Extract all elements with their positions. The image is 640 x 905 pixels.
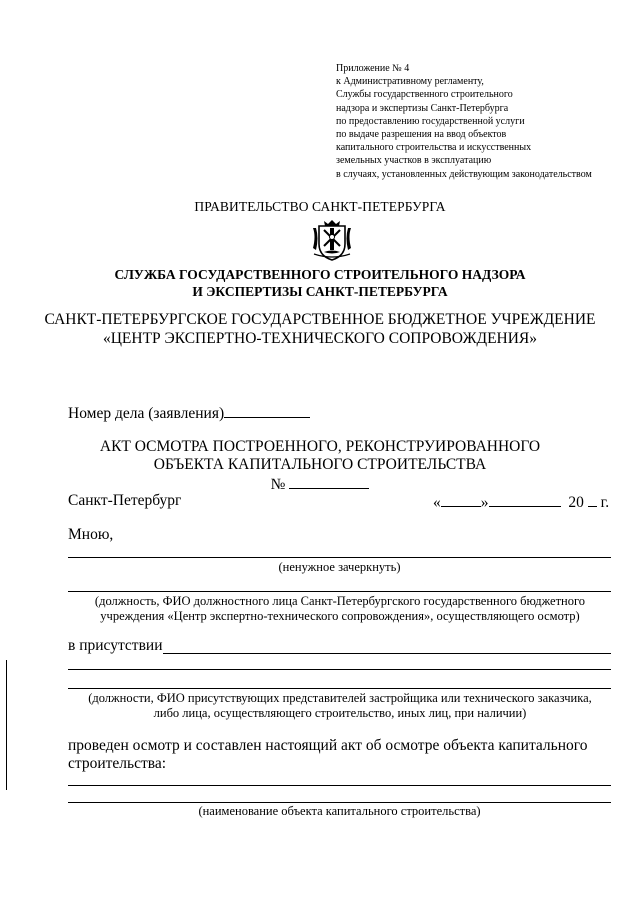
- appendix-line: Приложение № 4: [336, 63, 410, 74]
- appendix-line: по предоставлению государственной услуги: [336, 115, 525, 127]
- official-line[interactable]: [68, 591, 611, 592]
- date-year-field[interactable]: [588, 492, 597, 507]
- appendix-note: [336, 62, 626, 181]
- institution-title-line: САНКТ-ПЕТЕРБУРГСКОЕ ГОСУДАРСТВЕННОЕ БЮДЖЕТНОЕ УЧРЕЖДЕНИЕ: [44, 311, 596, 328]
- appendix-line: в случаях, установленных действующим законодательством: [336, 168, 592, 180]
- object-line[interactable]: [68, 785, 611, 786]
- date-year-prefix: 20: [568, 494, 584, 511]
- appendix-line: надзора и экспертизы Санкт-Петербурга: [336, 102, 509, 114]
- strike-note: (ненужное зачеркнуть): [278, 560, 401, 574]
- object-caption: (наименование объекта капитального строительства): [198, 804, 481, 818]
- presence-caption: [55, 691, 625, 721]
- appendix-line: Службы государственного строительного: [336, 89, 513, 101]
- act-title-line: АКТ ОСМОТРА ПОСТРОЕННОГО, РЕКОНСТРУИРОВАННОГО: [99, 438, 541, 455]
- institution-title: [0, 310, 640, 348]
- conducted-text: проведен осмотр и составлен настоящий акт об осмотре объекта капитального строительства:: [68, 737, 588, 772]
- case-number-field[interactable]: [224, 403, 310, 418]
- date-close-quote: »: [480, 494, 489, 511]
- object-line[interactable]: [68, 802, 611, 803]
- coat-of-arms-icon: [310, 218, 354, 262]
- presence-line[interactable]: [68, 688, 611, 689]
- presence-line[interactable]: [68, 669, 611, 670]
- appendix-line: к Административному регламенту,: [336, 76, 484, 88]
- presence-caption-line: либо лица, осуществляющего строительство, иных лиц, при наличии): [153, 706, 527, 720]
- official-caption: [55, 594, 625, 624]
- date-row: [433, 492, 609, 512]
- presence-caption-line: (должности, ФИО присутствующих представителей застройщика или технического заказчика,: [88, 691, 592, 705]
- official-caption-line: (должность, ФИО должностного лица Санкт-Петербургского государственного бюджетного: [94, 594, 586, 608]
- date-year-suffix: г.: [600, 494, 610, 511]
- official-caption-line: учреждения «Центр экспертно-технического сопровождения», осуществляющего осмотр): [100, 609, 580, 623]
- service-title: [0, 266, 640, 300]
- service-title-line: СЛУЖБА ГОСУДАРСТВЕННОГО СТРОИТЕЛЬНОГО НАДЗОРА: [114, 267, 526, 282]
- date-day-field[interactable]: [441, 492, 481, 507]
- appendix-line: земельных участков в эксплуатацию: [336, 155, 492, 167]
- government-title: ПРАВИТЕЛЬСТВО САНКТ-ПЕТЕРБУРГА: [194, 199, 446, 214]
- date-month-field[interactable]: [489, 492, 561, 507]
- institution-title-line: «ЦЕНТР ЭКСПЕРТНО-ТЕХНИЧЕСКОГО СОПРОВОЖДЕНИЯ»: [102, 330, 538, 347]
- act-number-field[interactable]: [289, 474, 369, 489]
- presence-line[interactable]: [163, 653, 611, 654]
- appendix-line: по выдаче разрешения на ввод объектов: [336, 129, 507, 141]
- case-number-label: Номер дела (заявления): [68, 405, 225, 422]
- appendix-line: капитального строительства и искусственных: [336, 142, 532, 154]
- city-label: Санкт-Петербург: [68, 492, 182, 509]
- act-title: [0, 438, 640, 474]
- act-number-row: [0, 474, 640, 494]
- case-number-row: [68, 403, 310, 423]
- me-label: Мною,: [68, 526, 114, 543]
- act-number-label: №: [270, 476, 286, 493]
- act-title-line: ОБЪЕКТА КАПИТАЛЬНОГО СТРОИТЕЛЬСТВА: [153, 456, 487, 473]
- service-title-line: И ЭКСПЕРТИЗЫ САНКТ-ПЕТЕРБУРГА: [192, 284, 448, 299]
- official-line[interactable]: [68, 557, 611, 558]
- date-open-quote: «: [433, 494, 441, 511]
- presence-label: в присутствии: [68, 637, 163, 654]
- margin-mark: [6, 660, 7, 790]
